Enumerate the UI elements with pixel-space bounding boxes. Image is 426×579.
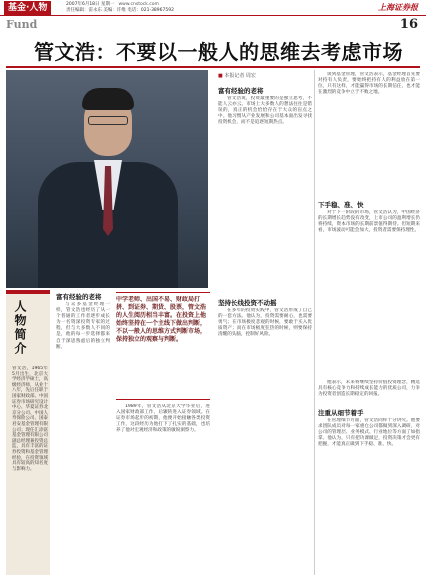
byline — [218, 72, 256, 79]
sidebar-body: 管文浩，1965年5月出生，北京大学经济学硕士，高级经济师，从业十八年，先后任职于国家财政部、中国证券市场研究设计中心、华夏证券北京分公司、中国人寿保险公司、国泰君安基金管理有限公司；现任汇添富基金管理有限公司副总经理兼投资总监，具有丰富的证券投资和基金管理经验，在投资领域具有较高的知名度与影响力。 — [12, 366, 48, 472]
byline-text: 本报记者 周宏 — [224, 73, 256, 79]
section-brand: 基金·人物 — [4, 1, 51, 15]
subhead-experience: 富有经验的老将 — [218, 87, 264, 95]
editor-line: 责任编辑：雷永东 美编：许维 电话：021-38967592 — [66, 8, 174, 13]
paragraph-2: 1989年，管文浩从北京大学毕业后，进入国家财政部工作，后辗转进入证券领域。在证券市场起步的初期，他便开始接触各类投资工作，这段经历为他打下了扎实的基础，也培养了他对宏观经济和政策的敏锐洞察力。 — [116, 404, 210, 434]
subhead-long-term: 坚持长线投资不动摇 — [218, 299, 277, 307]
sidebar-accent — [6, 290, 50, 294]
paragraph-5: 谈到基金管理，管文浩表示，基金经理首先要对持有人负责，要始终把持有人的利益放在第一位。只有这样，才能赢得市场的长期信任，也才能在激烈的竞争中立于不败之地。 — [318, 72, 420, 96]
paragraph-4: 在多年的投资实践中，管文浩形成了自己的一套方法。他认为，投资需要耐心，也需要勇气；在市场极度悲观的时候，要敢于买入优质资产；而在市场极度狂热的时候，则要保持清醒的头脑，控制好风险。 — [218, 308, 312, 338]
quote-rule-bottom — [116, 399, 210, 400]
profile-sidebar — [6, 290, 50, 575]
portrait-photo — [6, 70, 208, 288]
title-divider — [6, 66, 420, 68]
article-title: 管文浩：不要以一般人的思维去考虑市场 — [34, 40, 403, 64]
pull-quote: 中学老师、出国不易、财政局打拼、到证券、期货、股票，管文浩的人生阅历相当丰富。在投资上他始终坚持在一个主线下做出判断，不以一般人的思维方式判断市场，保持独立的观察与判断。 — [116, 296, 207, 343]
section-label: Fund — [6, 18, 38, 31]
website-link[interactable]: www.cnstock.com — [118, 2, 159, 7]
subhead-steady-veteran: 富有经验的老将 — [56, 293, 102, 301]
byline-mark: ■ — [218, 73, 223, 79]
paragraph-3: 管文浩说，投资最重要的是独立思考，不能人云亦云。市场上大多数人的想法往往是错误的，真正的机会恰恰存在于大众的盲点之中。他习惯从产业发展和公司基本面出发寻找投资机会，而不是追逐短期热点。 — [218, 96, 312, 126]
paragraph-6: 对于下一阶段的市场，管文浩认为，中国经济的长期增长趋势没有改变，上市公司的盈利增长仍将持续，资本市场的长期前景值得期待。但短期来看，市场波动可能会加大，投资者需要保持理性。 — [318, 210, 420, 234]
page-header — [0, 0, 426, 16]
section-row — [0, 17, 426, 33]
column-divider — [314, 70, 315, 575]
photo-hair — [82, 88, 134, 110]
subhead-steady-fast: 下手稳、准、快 — [318, 201, 364, 209]
sidebar-title: 人物简介 — [13, 300, 27, 356]
quote-rule-top — [116, 292, 210, 293]
paragraph-7: 他表示，未来将继续坚持价值投资理念，精选具有核心竞争力和持续成长能力的优质公司，力争为投资者创造长期稳定的回报。 — [318, 380, 420, 398]
subhead-details: 注重从细节着手 — [318, 409, 364, 417]
newspaper-logo: 上海证券报 — [378, 2, 418, 12]
photo-glasses — [88, 116, 128, 125]
paragraph-1: 与众多基金经理一样，管文浩也经历了从一个普通的工作者逐步成长为一名资深投资专家的过程，但与大多数人不同的是，他的每一步选择都来自于深思熟虑后的独立判断。 — [56, 302, 110, 350]
issue-date: 2007年6月18日 星期一 — [66, 2, 115, 7]
page-number: 16 — [399, 17, 418, 32]
paragraph-8: 在管理细节方面，管文浩同样十分讲究。他要求团队成员对每一家重仓公司都做到深入调研，对公司的管理层、业务模式、行业地位等方面了如指掌。他认为，只有把功课做足，投资决策才会更有把握，才能真正做到下手稳、准、快。 — [318, 418, 420, 448]
